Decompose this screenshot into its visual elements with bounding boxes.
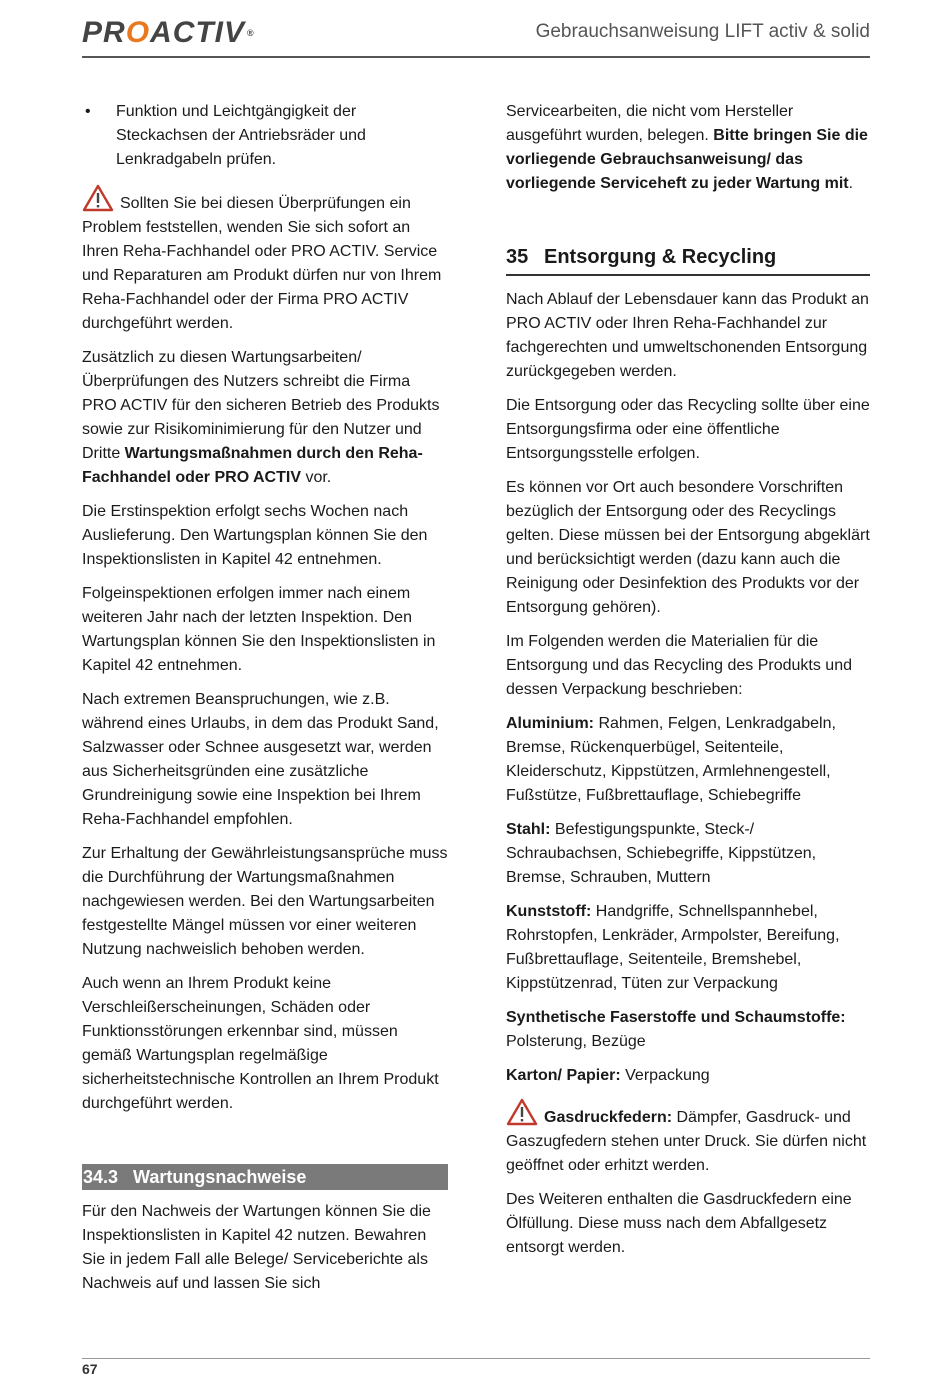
document-title: Gebrauchsanweisung LIFT activ & solid bbox=[535, 21, 870, 42]
material-kunststoff bbox=[506, 900, 870, 996]
material-text: Verpackung bbox=[620, 1067, 710, 1084]
list-item bbox=[82, 100, 448, 172]
right-column bbox=[506, 100, 870, 1270]
paragraph: Die Erstinspektion erfolgt sechs Wochen nach Auslieferung. Den Wartungsplan können Sie den Inspektionslisten in Kapitel 42 entnehmen. bbox=[82, 503, 428, 568]
paragraph: Die Entsorgung oder das Recycling sollte über eine Entsorgungsfirma oder eine öffentliche Entsorgungsstelle erfolgen. bbox=[506, 397, 870, 462]
section-heading-35 bbox=[506, 244, 870, 276]
text: Zusätzlich zu diesen Wartungsarbeiten/ Überprüfungen des Nutzers schreibt die Firma PRO ACTIV für den sicheren Betrieb des Produkts sowie zur Risikominimierung für den Nutzer und Dritte bbox=[82, 349, 440, 462]
page-number: 67 bbox=[82, 1361, 98, 1377]
paragraph: Im Folgenden werden die Materialien für die Entsorgung und das Recycling des Produkts und dessen Verpackung beschrieben: bbox=[506, 633, 852, 698]
material-text: Dämpfer, Gasdruck- und Gaszugfedern stehen unter Druck. Sie dürfen nicht geöffnet oder erhitzt werden. bbox=[506, 1109, 867, 1174]
proactiv-logo: PROACTIV ® bbox=[82, 16, 255, 49]
material-aluminium bbox=[506, 712, 870, 808]
section-title: Entsorgung & Recycling bbox=[544, 246, 777, 268]
material-karton bbox=[506, 1064, 870, 1088]
bold-text: Bitte bringen Sie die vorliegende Gebrauchsanweisung/ das vorliegende Serviceheft zu jeder Wartung mit bbox=[506, 127, 868, 192]
material-label: Kunststoff: bbox=[506, 903, 592, 920]
bold-text: Wartungsmaßnahmen durch den Reha-Fachhandel oder PRO ACTIV bbox=[82, 445, 423, 486]
page-header bbox=[82, 14, 870, 58]
material-label: Aluminium: bbox=[506, 715, 594, 732]
paragraph: Folgeinspektionen erfolgen immer nach einem weiteren Jahr nach der letzten Inspektion. Den Wartungsplan können Sie den Inspektionslisten in Kapitel 42 entnehmen. bbox=[82, 585, 436, 674]
paragraph: Nach Ablauf der Lebensdauer kann das Produkt an PRO ACTIV oder Ihren Reha-Fachhandel zur fachgerechten und umweltschonenden Entsorgung zurückgegeben werden. bbox=[506, 291, 869, 380]
page-footer bbox=[82, 1358, 870, 1377]
paragraph: Auch wenn an Ihrem Produkt keine Verschleißerscheinungen, Schäden oder Funktionsstörungen erkennbar sind, müssen gemäß Wartungsplan regelmäßige sicherheitstechnische Kontrollen an Ihrem Produkt durchgeführt werden. bbox=[82, 975, 439, 1112]
warning-text: Sollten Sie bei diesen Überprüfungen ein Problem feststellen, wenden Sie sich sofort an Ihren Reha-Fachhandel oder PRO ACTIV. Service und Reparaturen am Produkt dürfen nur von Ihrem Reha-Fachhandel oder der Firma PRO ACTIV durchgeführt werden. bbox=[82, 195, 442, 332]
section-heading-34-3 bbox=[82, 1164, 448, 1190]
text: Servicearbeiten, die nicht vom Hersteller ausgeführt wurden, belegen. bbox=[506, 103, 794, 144]
warning-paragraph bbox=[506, 1098, 870, 1178]
paragraph bbox=[506, 100, 870, 196]
material-label: Karton/ Papier: bbox=[506, 1067, 621, 1084]
material-text: Befestigungspunkte, Steck-/ Schraubachsen, Schiebegriffe, Kippstützen, Bremse, Schrauben, Muttern bbox=[506, 821, 817, 886]
material-synthetisch bbox=[506, 1006, 870, 1054]
paragraph: Nach extremen Beanspruchungen, wie z.B. während eines Urlaubs, in dem das Produkt Sand, Salzwasser oder Schnee ausgesetzt war, werden aus Sicherheitsgründen eine zusätzliche Grundreinigung sowie eine Inspektion bei Ihrem Reha-Fachhandel empfohlen. bbox=[82, 691, 439, 828]
material-stahl bbox=[506, 818, 870, 890]
section-number: 35 bbox=[506, 246, 529, 268]
material-label: Gasdruckfedern: bbox=[544, 1109, 673, 1126]
warning-paragraph bbox=[82, 184, 448, 336]
section-number: 34.3 bbox=[83, 1167, 119, 1187]
warning-triangle-icon bbox=[82, 184, 114, 212]
paragraph: Für den Nachweis der Wartungen können Sie die Inspektionslisten in Kapitel 42 nutzen. Bewahren Sie in jedem Fall alle Belege/ Serviceberichte als Nachweis auf und lassen Sie sich bbox=[82, 1203, 431, 1292]
paragraph: Zur Erhaltung der Gewährleistungsansprüche muss die Durchführung der Wartungsmaßnahmen nachgewiesen werden. Bei den Wartungsarbeiten festgestellte Mängel müssen vor einer weiteren Nutzung nachweislich behoben werden. bbox=[82, 845, 448, 958]
section-title: Wartungsnachweise bbox=[133, 1167, 307, 1187]
bullet-symbol: • bbox=[85, 103, 91, 120]
material-text: Polsterung, Bezüge bbox=[506, 1033, 646, 1050]
paragraph: Des Weiteren enthalten die Gasdruckfedern eine Ölfüllung. Diese muss nach dem Abfallgesetz entsorgt werden. bbox=[506, 1191, 852, 1256]
bullet-text: Funktion und Leichtgängigkeit der Steckachsen der Antriebsräder und Lenkradgabeln prüfen. bbox=[116, 103, 366, 168]
warning-triangle-icon bbox=[506, 1098, 538, 1126]
paragraph: Es können vor Ort auch besondere Vorschriften bezüglich der Entsorgung oder des Recyclings gelten. Diese müssen bei der Entsorgung abgeklärt und berücksichtigt werden (dazu kann auch die Reinigung oder Desinfektion des Produkts vor der Entsorgung gehören). bbox=[506, 479, 870, 616]
paragraph bbox=[82, 346, 448, 490]
material-label: Stahl: bbox=[506, 821, 551, 838]
text: . bbox=[848, 175, 854, 192]
left-column bbox=[82, 100, 448, 1306]
material-text: Handgriffe, Schnellspannhebel, Rohrstopfen, Lenkräder, Armpolster, Bereifung, Fußbrettauflage, Seitenteile, Bremshebel, Kippstützenrad, Tüten zur Verpackung bbox=[506, 903, 840, 992]
text: vor. bbox=[301, 469, 332, 486]
material-text: Rahmen, Felgen, Lenkradgabeln, Bremse, Rückenquerbügel, Seitenteile, Kleiderschutz, Kippstützen, Armlehnengestell, Fußstütze, Fußbrettauflage, Schiebegriffe bbox=[506, 715, 836, 804]
material-label: Synthetische Faserstoffe und Schaumstoffe: bbox=[506, 1009, 846, 1026]
